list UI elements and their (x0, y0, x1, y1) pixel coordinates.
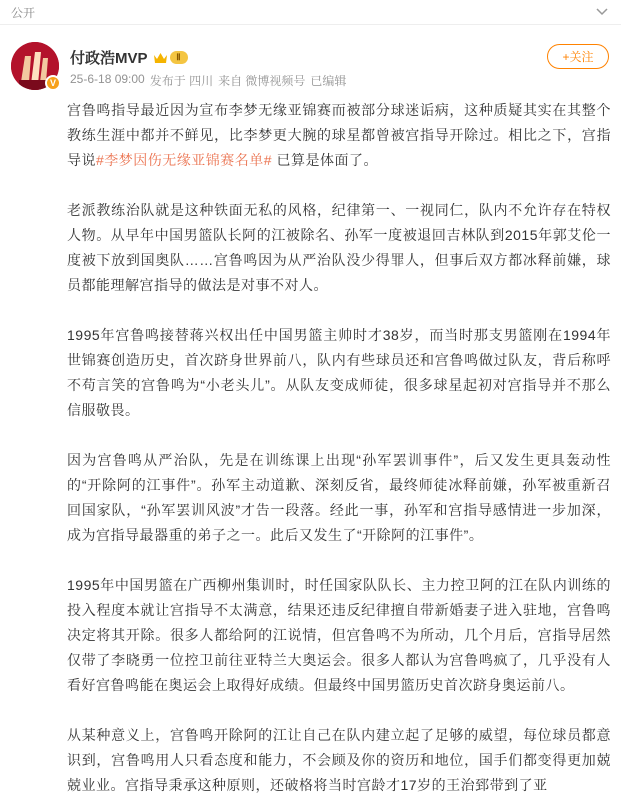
post-location: 发布于 四川 (149, 74, 214, 88)
paragraph: 老派教练治队就是这种铁面无私的风格，纪律第一、一视同仁，队内不允许存在特权人物。从早年中国男篮队长阿的江被除名、孙军一度被退回吉林队到2015年郭艾伦一度被下放到国奥队……宫鲁鸣因为从严治队没少得罪人，但事后双方都冰释前嫌，球员都能理解宫指导的做法是对事不对人。 (67, 202, 611, 293)
paragraph: 1995年中国男篮在广西柳州集训时，时任国家队队长、主力控卫阿的江在队内训练的投入程度本就让宫指导不太满意，结果还违反纪律擅自带新婚妻子进入驻地，宫鲁鸣决定将其开除。很多人都给阿的江说情，但宫鲁鸣不为所动，几个月后，宫指导居然仅带了李晓勇一位控卫前往亚特兰大奥运会。很多人都认为宫鲁鸣疯了，几乎没有人看好宫鲁鸣能在奥运会上取得好成绩。但最终中国男篮历史首次跻身奥运前八。 (67, 577, 611, 693)
visibility-bar (0, 0, 621, 24)
avatar[interactable] (11, 42, 59, 90)
post-time[interactable]: 25-6-18 09:00 (70, 72, 145, 86)
post-source: 来自 微博视频号 (218, 74, 306, 88)
paragraph: 因为宫鲁鸣从严治队，先是在训练课上出现“孙军罢训事件”，后又发生更具轰动性的“开除阿的江事件”。孙军主动道歉、深刻反省，最终师徒冰释前嫌，孙军被重新召回国家队，“孙军罢训风波”才告一段落。经此一事，孙军和宫指导感情进一步加深，成为宫指导最器重的弟子之一。此后又发生了“开除阿的江事件”。 (67, 452, 611, 543)
divider (0, 24, 621, 25)
author-name[interactable]: 付政浩MVP (70, 49, 148, 67)
hashtag-link[interactable]: #李梦因伤无缘亚锦赛名单# (96, 152, 273, 168)
paragraph: 从某种意义上，宫鲁鸣开除阿的江让自己在队内建立起了足够的威望，每位球员都意识到，宫鲁鸣用人只看态度和能力，不会顾及你的资历和地位，国手们都变得更加兢兢业业。宫指导秉承这种原则，还破格将当时宫龄才17岁的王治郅带到了亚 (67, 727, 611, 793)
verified-badge: V (45, 75, 61, 91)
paragraph: 宫鲁鸣指导最近因为宣布李梦无缘亚锦赛而被部分球迷诟病，这种质疑其实在其整个教练生涯中都并不鲜见，比李梦更大腕的球星都曾被宫指导开除过。相比之下，宫指导说#李梦因伤无缘亚锦赛名单# 已算是体面了。 (67, 102, 611, 168)
level-badge: Ⅱ (170, 51, 188, 64)
post-content (67, 98, 611, 796)
visibility-label: 公开 (11, 5, 36, 20)
follow-button[interactable]: +关注 (547, 44, 609, 69)
author-row (70, 47, 188, 67)
post-meta (70, 72, 346, 89)
edited-label: 已编辑 (310, 74, 347, 88)
crown-icon (153, 50, 168, 64)
chevron-down-icon[interactable] (595, 5, 609, 19)
paragraph: 1995年宫鲁鸣接替蒋兴权出任中国男篮主帅时才38岁，而当时那支男篮刚在1994年世锦赛创造历史，首次跻身世界前八，队内有些球员还和宫鲁鸣做过队友，背后称呼不苟言笑的宫鲁鸣为“小老头儿”。从队友变成师徒，很多球星起初对宫指导并不那么信服敬畏。 (67, 327, 611, 418)
